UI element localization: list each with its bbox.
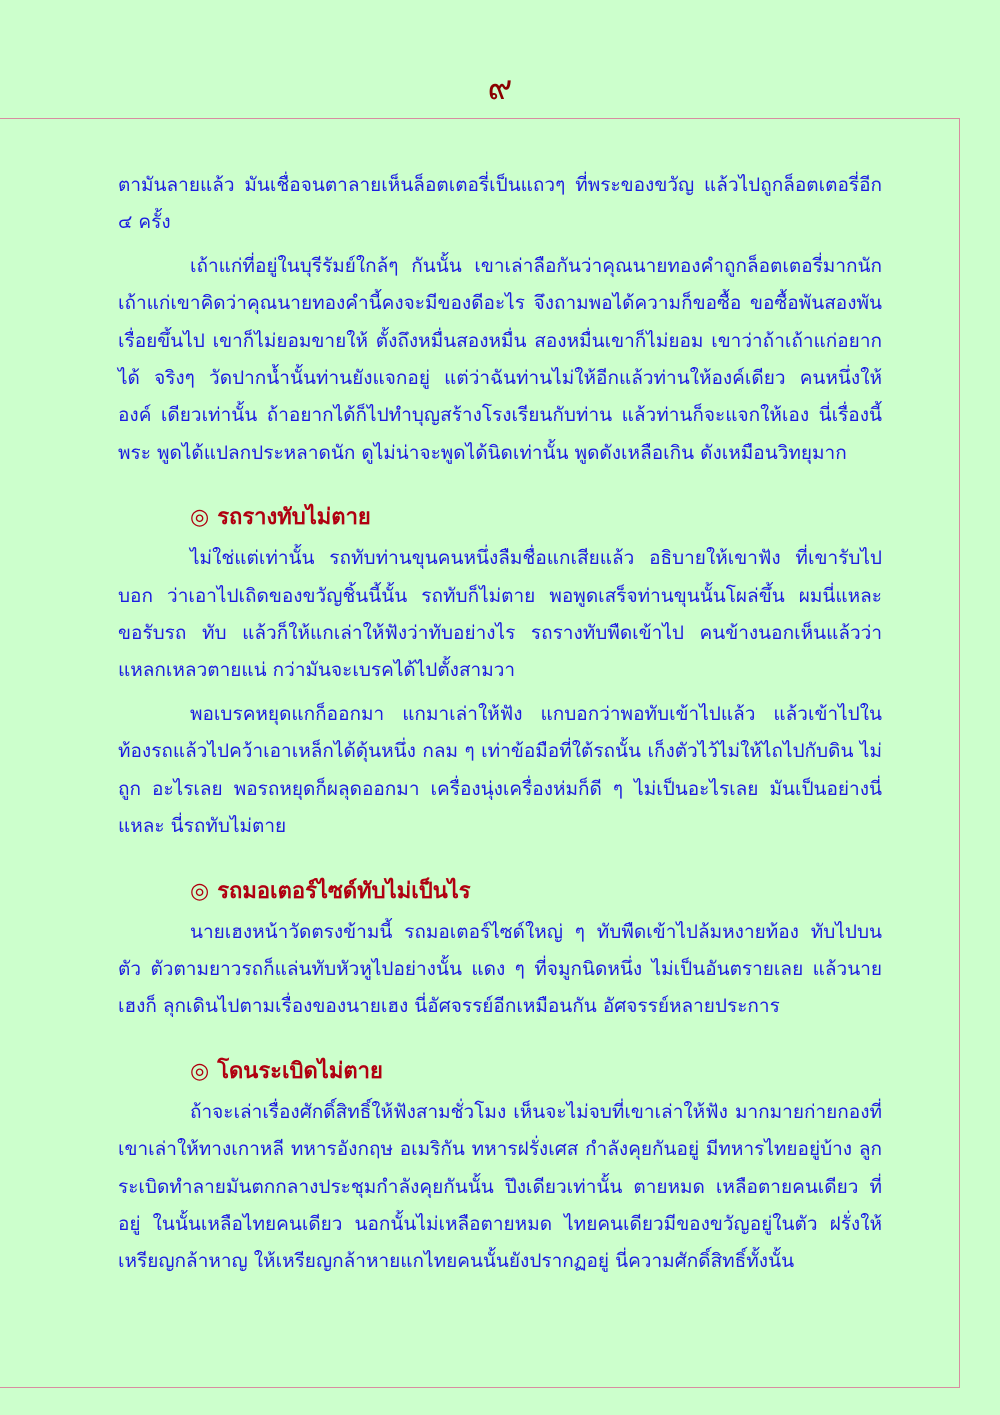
paragraph-section2-1: นายเฮงหน้าวัดตรงข้ามนี้ รถมอเตอร์ไซด์ใหญ่ ๆ ทับพืดเข้าไปล้มหงายท้อง ทับไปบนตัว ตัวตามยาวรถก็แล่นทับหัวหูไปอย่างนั้น แดง ๆ ที่จมูกนิดหนึ่ง ไม่เป็นอันตรายเลย แล้วนายเฮงก็ ลุกเดินไปตามเรื่องของนายเฮง นี่อัศจรรย์อีกเหมือนกัน อัศจรรย์หลายประการ [118, 920, 882, 1018]
bullet-icon: ◎ [190, 878, 210, 904]
bullet-icon: ◎ [190, 1058, 210, 1084]
paragraph-section1-2: พอเบรคหยุดแกก็ออกมา แกมาเล่าให้ฟัง แกบอกว่าพอทับเข้าไปแล้ว แล้วเข้าไปใน ท้องรถแล้วไปคว้าเอาเหล็กได้ดุ้นหนึ่ง กลม ๆ เท่าข้อมือที่ใต้รถนั้น เก็งตัวไว้ไม่ให้ไถไปกับดิน ไม่ถูก อะไรเลย พอรถหยุดก็ผลุดออกมา เครื่องนุ่งเครื่องห่มก็ดี ๆ ไม่เป็นอะไรเลย มันเป็นอย่างนี่แหละ นี่รถทับไม่ตาย [118, 702, 882, 838]
paragraph-intro-1: ตามันลายแล้ว มันเชื่อจนตาลายเห็นล็อตเตอรี่เป็นแถวๆ ที่พระของขวัญ แล้วไปถูกล็อตเตอรี่อีก ๔ ครั้ง [118, 174, 882, 234]
paragraph-section3-1: ถ้าจะเล่าเรื่องศักดิ์สิทธิ์ให้ฟังสามชั่วโมง เห็นจะไม่จบที่เขาเล่าให้ฟัง มากมายก่ายกองที่ เขาเล่าให้ทางเกาหลี ทหารอังกฤษ อเมริกัน ทหารฝรั่งเศส กำลังคุยกันอยู่ มีทหารไทยอยู่บ้าง ลูก ระเบิดทำลายมันตกกลางประชุมกำลังคุยกันนั้น ปึงเดียวเท่านั้น ตายหมด เหลือตายคนเดียว ที่อยู่ ในนั้นเหลือไทยคนเดียว นอกนั้นไม่เหลือตายหมด ไทยคนเดียวมีของขวัญอยู่ในตัว ฝรั่งให้ เหรียญกล้าหาญ ให้เหรียญกล้าหายแกไทยคนนั้นยังปรากฏอยู่ นี่ความศักดิ์สิทธิ์ทั้งนั้น [118, 1100, 882, 1273]
section-heading-bomb [118, 1052, 882, 1092]
document-body [118, 167, 882, 1281]
section-title: รถมอเตอร์ไซด์ทับไม่เป็นไร [217, 878, 471, 904]
paragraph-intro-2: เถ้าแก่ที่อยู่ในบุรีรัมย์ใกล้ๆ กันนั้น เขาเล่าลือกันว่าคุณนายทองคำถูกล็อตเตอรี่มากนัก เถ้าแก่เขาคิดว่าคุณนายทองคำนี้คงจะมีของดีอะไร จึงถามพอได้ความก็ขอซื้อ ขอซื้อพันสองพัน เรื่อยขึ้นไป เขาก็ไม่ยอมขายให้ ตั้งถึงหมื่นสองหมื่น สองหมื่นเขาก็ไม่ยอม เขาว่าถ้าเถ้าแก่อยากได้ จริงๆ วัดปากน้ำนั้นท่านยังแจกอยู่ แต่ว่าฉันท่านไม่ให้อีกแล้วท่านให้องค์เดียว คนหนึ่งให้องค์ เดียวเท่านั้น ถ้าอยากได้ก็ไปทำบุญสร้างโรงเรียนกับท่าน แล้วท่านก็จะแจกให้เอง นี่เรื่องนี้ พระ พูดได้แปลกประหลาดนัก ดูไม่น่าจะพูดได้นิดเท่านั้น พูดดังเหลือเกิน ดังเหมือนวิทยุมาก [118, 254, 882, 464]
paragraph-section1-1: ไม่ใช่แต่เท่านั้น รถทับท่านขุนคนหนึ่งลืมชื่อแกเสียแล้ว อธิบายให้เขาฟัง ที่เขารับไปบอก ว่าเอาไปเถิดของขวัญชิ้นนี้นั้น รถทับก็ไม่ตาย พอพูดเสร็จท่านขุนนั้นโผล่ขึ้น ผมนี่แหละขอรับรถ ทับ แล้วก็ให้แกเล่าให้ฟังว่าทับอย่างไร รถรางทับพืดเข้าไป คนข้างนอกเห็นแล้วว่าแหลกเหลวตายแน่ กว่ามันจะเบรคได้ไปตั้งสามวา [118, 547, 882, 682]
bullet-icon: ◎ [190, 505, 210, 531]
section-title: โดนระเบิดไม่ตาย [217, 1058, 383, 1084]
page-number: ๙ [487, 68, 513, 108]
section-title: รถรางทับไม่ตาย [217, 505, 371, 531]
section-heading-tram [118, 498, 882, 538]
section-heading-motorcycle [118, 872, 882, 912]
